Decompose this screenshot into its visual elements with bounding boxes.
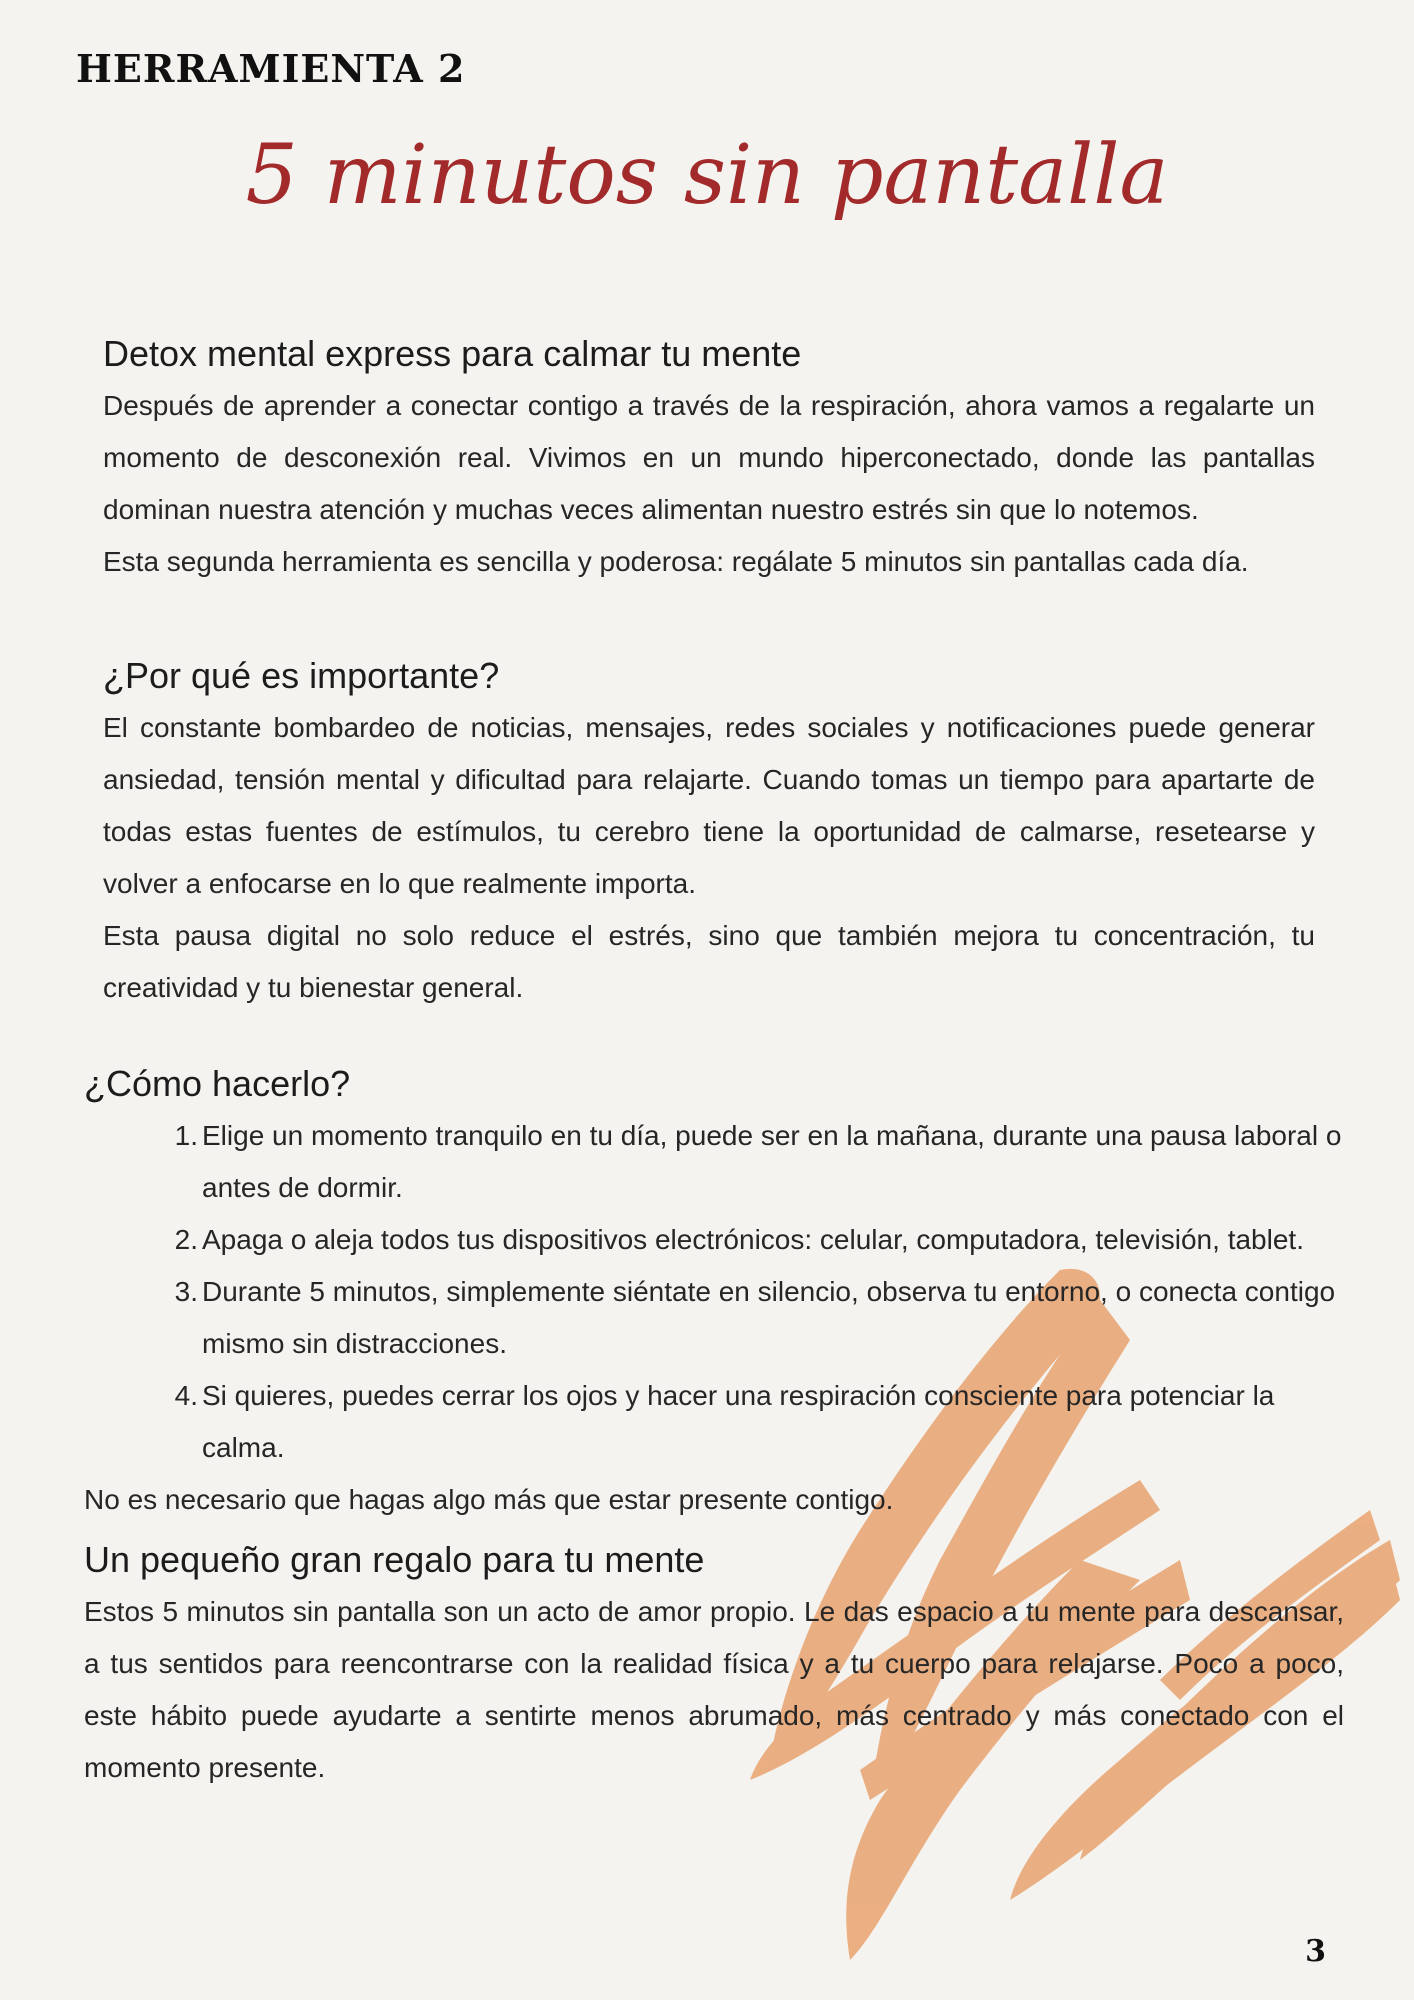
- list-item: [84, 1370, 1354, 1474]
- paragraph: Después de aprender a conectar contigo a través de la respiración, ahora vamos a regalarte un momento de desconexión real. Vivimos en un mundo hiperconectado, donde las pantallas dominan nuestra atención y muchas veces alimentan nuestro estrés sin que lo notemos.: [103, 390, 1315, 525]
- section-how-to: [84, 1058, 1354, 1526]
- list-item: [84, 1214, 1354, 1266]
- page-title: 5 minutos sin pantalla: [245, 128, 1169, 223]
- step-number: 2.: [174, 1224, 198, 1255]
- steps-list: [84, 1110, 1354, 1474]
- section-gift: [84, 1534, 1344, 1794]
- closing-note: No es necesario que hagas algo más que estar presente contigo.: [84, 1484, 894, 1515]
- step-number: 4.: [174, 1380, 198, 1411]
- tool-eyebrow: HERRAMIENTA 2: [76, 46, 466, 91]
- paragraph: Esta pausa digital no solo reduce el estrés, sino que también mejora tu concentración, tu creatividad y tu bienestar general.: [103, 920, 1315, 1003]
- step-text: Apaga o aleja todos tus dispositivos electrónicos: celular, computadora, televisión, tablet.: [202, 1224, 1304, 1255]
- section-why-important: [103, 650, 1315, 1014]
- section-heading: Detox mental express para calmar tu mente: [103, 333, 802, 374]
- section-heading: ¿Cómo hacerlo?: [84, 1063, 351, 1104]
- section-heading: ¿Por qué es importante?: [103, 655, 500, 696]
- step-number: 1.: [174, 1120, 198, 1151]
- section-detox: [103, 328, 1315, 588]
- list-item: [84, 1110, 1354, 1214]
- paragraph: Esta segunda herramienta es sencilla y poderosa: regálate 5 minutos sin pantallas cada día.: [103, 546, 1249, 577]
- page-number: 3: [1305, 1934, 1326, 1969]
- paragraph: Estos 5 minutos sin pantalla son un acto de amor propio. Le das espacio a tu mente para descansar, a tus sentidos para reencontrarse con la realidad física y a tu cuerpo para relajarse. Poco a poco, este hábito puede ayudarte a sentirte menos abrumado, más centrado y más conectado con el momento presente.: [84, 1596, 1344, 1783]
- section-heading: Un pequeño gran regalo para tu mente: [84, 1539, 705, 1580]
- step-text: Durante 5 minutos, simplemente siéntate en silencio, observa tu entorno, o conecta contigo mismo sin distracciones.: [202, 1276, 1336, 1359]
- paragraph: El constante bombardeo de noticias, mensajes, redes sociales y notificaciones puede generar ansiedad, tensión mental y dificultad para relajarte. Cuando tomas un tiempo para apartarte de todas estas fuentes de estímulos, tu cerebro tiene la oportunidad de calmarse, resetearse y volver a enfocarse en lo que realmente importa.: [103, 712, 1315, 899]
- step-number: 3.: [174, 1276, 198, 1307]
- step-text: Elige un momento tranquilo en tu día, puede ser en la mañana, durante una pausa laboral o antes de dormir.: [202, 1120, 1342, 1203]
- list-item: [84, 1266, 1354, 1370]
- step-text: Si quieres, puedes cerrar los ojos y hacer una respiración consciente para potenciar la calma.: [202, 1380, 1275, 1463]
